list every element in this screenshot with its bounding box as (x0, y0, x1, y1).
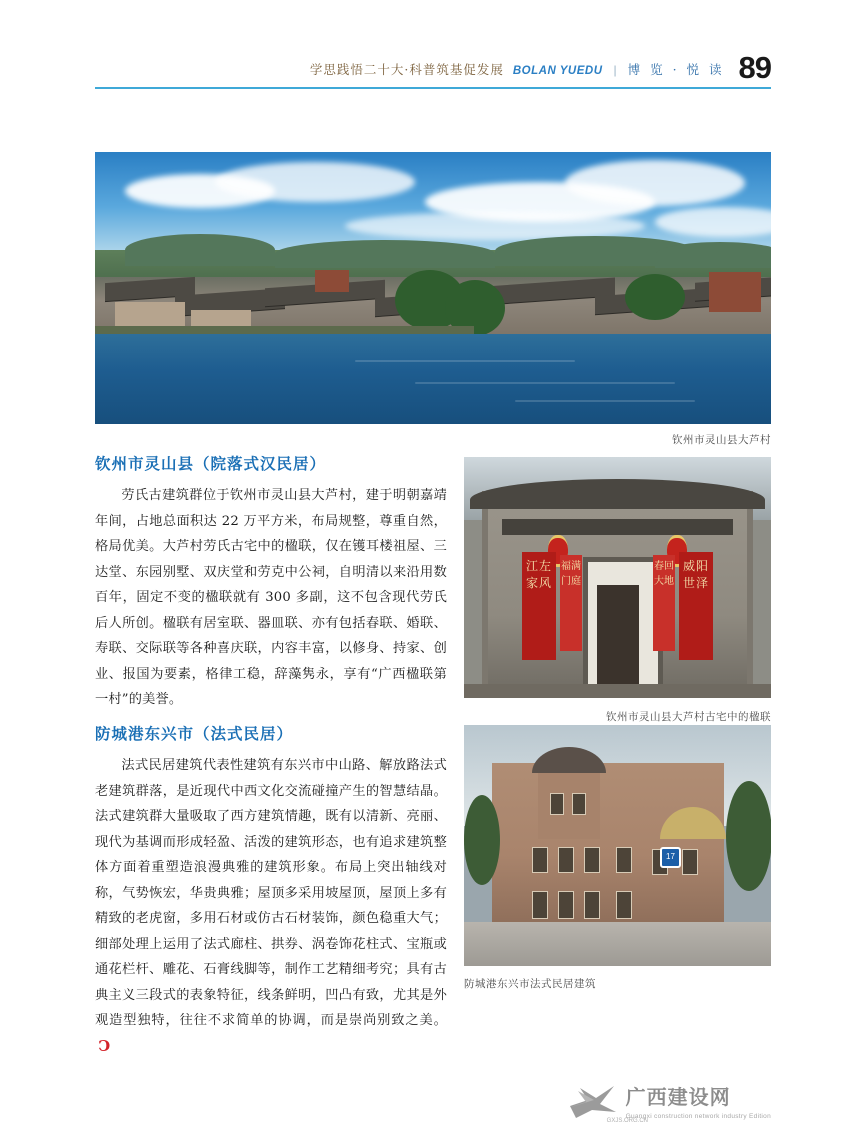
article-end-mark: C (98, 1036, 111, 1055)
window-shape (532, 891, 548, 919)
water-highlight (355, 360, 575, 362)
window-shape (532, 847, 548, 873)
star-logo-icon (566, 1082, 618, 1120)
couplet-left: 江左家风 (522, 552, 556, 660)
section-body-dongxing (95, 753, 447, 1060)
window-shape (550, 793, 564, 815)
section-body-dongxing-text: 法式民居建筑代表性建筑有东兴市中山路、解放路法式老建筑群落，是近现代中西文化交流碰撞产生的智慧结晶。法式建筑群大量吸取了西方建筑情趣，既有以清新、亮丽、现代为基调而形成轻盈、活泼的建筑形态，也有追求建筑整体方面着重塑造浪漫典雅的建筑形象。布局上突出轴线对称，气势恢宏，华贵典雅；屋顶多采用坡屋顶，屋顶上多有精致的老虎窗，多用石材或仿古石材装饰，颜色稳重大气；细部处理上运用了法式廊柱、拱券、涡卷饰花柱式、宝瓶或通花栏杆、雕花、石膏线脚等，制作工艺精细考究；具有古典主义三段式的表象特征，线条鲜明，凹凸有致，尤其是外观造型独特，往往不求简单的协调，而是崇尚别致之美。 (95, 758, 447, 1028)
footer-logo-domain: GXJS.ORG.CN (606, 1118, 648, 1124)
header-title-en: BOLAN YUEDU (512, 65, 603, 77)
window-shape (584, 891, 600, 919)
tree-shape (464, 795, 500, 885)
footer-logo-en: Guangxi construction network industry Edition (625, 1113, 771, 1120)
gate-photo (464, 457, 771, 698)
hero-water (95, 334, 771, 424)
section-body-lingshan: 劳氏古建筑群位于钦州市灵山县大芦村，建于明朝嘉靖年间，占地总面积达 22 万平方米，布局规整，尊重自然，格局优美。大芦村劳氏古宅中的楹联，仅在镬耳楼祖屋、三达堂、东园别墅、双庆堂和劳克中公祠，自明清以来沿用数百年，固定不变的楹联就有 300 多副，这不包含现代劳氏后人所创。楹联有居室联、器皿联、亦有包括春联、婚联、寿联、交际联等各种喜庆联，内容丰富，以修身、持家、创业、报国为要素，格律工稳，辞藻隽永，享有“广西楹联第一村”的美誉。 (95, 488, 447, 707)
french-tower (538, 769, 600, 839)
window-shape (584, 847, 600, 873)
window-shape (558, 847, 574, 873)
tree-shape (726, 781, 771, 891)
water-highlight (515, 400, 695, 402)
hero-photo-village (95, 152, 771, 424)
couplet-inner-left: 福满门庭 (560, 555, 582, 651)
window-shape (572, 793, 586, 815)
tree-cluster (625, 274, 685, 320)
red-building (709, 272, 761, 312)
header-title-cn: 学思践悟二十大·科普筑基促发展 (309, 62, 504, 77)
header-separator: | (613, 63, 617, 77)
french-road (464, 922, 771, 966)
section-title-lingshan: 钦州市灵山县（院落式汉民居） (95, 454, 327, 473)
cloud-shape (565, 160, 745, 206)
window-shape (558, 891, 574, 919)
gate-ground (464, 684, 771, 698)
footer-logo (566, 1081, 771, 1120)
page-number: 89 (738, 50, 771, 85)
cloud-shape (215, 162, 415, 202)
window-shape (616, 891, 632, 919)
window-shape (616, 847, 632, 873)
french-photo (464, 725, 771, 966)
header-rule (95, 87, 771, 89)
hill-shape (125, 234, 275, 266)
french-building (492, 763, 724, 930)
hill-shape (275, 240, 495, 268)
gate-eave (502, 519, 733, 535)
road-sign-icon: 17 (660, 847, 681, 868)
hill-shape (655, 242, 771, 268)
header-title-row (309, 46, 771, 85)
red-building (315, 270, 349, 292)
section-title-dongxing: 防城港东兴市（法式民居） (95, 724, 294, 743)
gate-door-opening (597, 585, 639, 698)
french-photo-caption: 防城港东兴市法式民居建筑 (464, 978, 596, 990)
window-shape (682, 849, 698, 875)
water-highlight (415, 382, 675, 384)
section-lingshan (95, 452, 447, 713)
footer-logo-text (626, 1081, 771, 1120)
footer-logo-cn: 广西建设网 (625, 1085, 731, 1109)
header-section-label: 博 览 · 悦 读 (627, 62, 725, 77)
couplet-right: 威阳世泽 (679, 552, 713, 660)
hero-photo-caption: 钦州市灵山县大芦村 (672, 434, 771, 446)
french-dome (660, 807, 726, 839)
page-header (0, 0, 863, 100)
couplet-inner-right: 春回大地 (653, 555, 675, 651)
section-dongxing (95, 722, 447, 1060)
gate-photo-caption: 钦州市灵山县大芦村古宅中的楹联 (606, 711, 771, 723)
